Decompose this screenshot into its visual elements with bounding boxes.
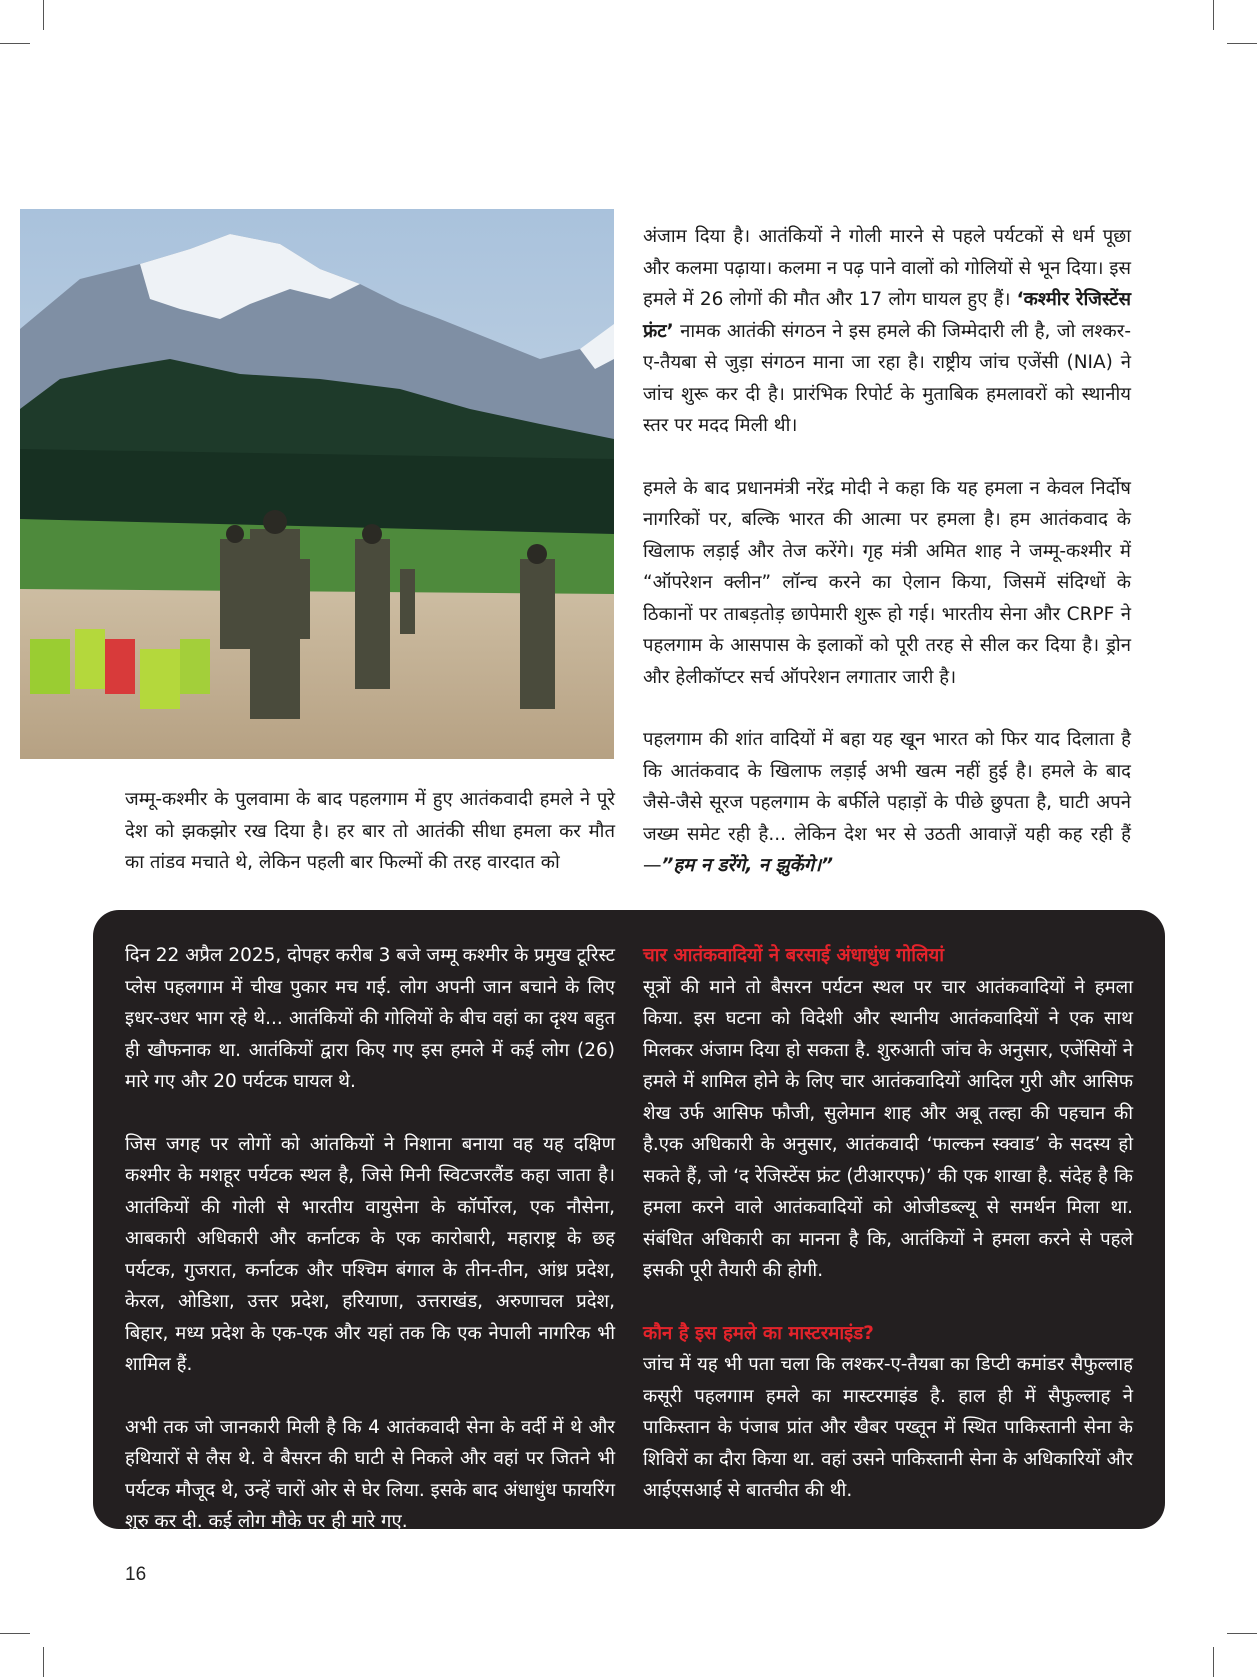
crop-mark xyxy=(43,0,44,30)
paragraph-text: नामक आतंकी संगठन ने इस हमले की जिम्मेदारी ली है, जो लश्कर-ए-तैयबा से जुड़ा संगठन माना जा रहा है। राष्ट्रीय जांच एजेंसी (NIA) ने जांच शुरू कर दी है। प्रारंभिक रिपोर्ट के मुताबिक हमलावरों को स्थानीय स्तर पर मदद मिली थी। xyxy=(643,320,1131,436)
section-heading: कौन है इस हमले का मास्टरमाइंड? xyxy=(643,1322,874,1344)
organization-name: ‘कश्मीर रेजिस्टेंस फ्रंट’ xyxy=(643,289,1131,342)
crop-mark xyxy=(0,1633,30,1634)
box-column-left xyxy=(125,940,615,1538)
sidebar-box xyxy=(93,910,1165,1532)
box-column-right xyxy=(643,940,1133,1507)
article-column-left xyxy=(125,784,615,879)
paragraph: जम्मू-कश्मीर के पुलवामा के बाद पहलगाम में हुए आतंकवादी हमले ने पूरे देश को झकझोर रख दिया है। हर बार तो आतंकी सीधा हमला कर मौत का तांडव मचाते थे, लेकिन पहली बार फिल्मों की तरह वारदात को xyxy=(125,789,615,873)
paragraph-text: अंजाम दिया है। आतंकियों ने गोली मारने से पहले पर्यटकों से धर्म पूछा और कलमा पढ़ाया। कलमा न पढ़ पाने वालों को गोलियों से भून दिया। इस हमले में 26 लोगों की मौत और 17 लोग घायल हुए हैं। xyxy=(643,226,1131,310)
pull-quote: ”हम न डरेंगे, न झुकेंगे।” xyxy=(661,855,834,876)
paragraph: जिस जगह पर लोगों को आंतकियों ने निशाना बनाया वह यह दक्षिण कश्मीर के मशहूर पर्यटक स्थल है, जिसे मिनी स्विटजरलैंड कहा जाता है। आतंकियों की गोली से भारतीय वायुसेना के कॉर्पोरल, एक नौसेना, आबकारी अधिकारी और कर्नाटक के एक कारोबारी, महाराष्ट्र के छह पर्यटक, गुजरात, कर्नाटक और पश्चिम बंगाल के तीन-तीन, आंध्र प्रदेश, केरल, ओडिशा, उत्तर प्रदेश, हरियाणा, उत्तराखंड, अरुणाचल प्रदेश, बिहार, मध्य प्रदेश के एक-एक और यहां तक कि एक नेपाली नागरिक भी शामिल हैं. xyxy=(125,1133,615,1375)
crop-mark xyxy=(1227,43,1257,44)
article-column-right xyxy=(643,221,1131,882)
paragraph: अभी तक जो जानकारी मिली है कि 4 आतंकवादी सेना के वर्दी में थे और हथियारों से लैस थे. वे बैसरन की घाटी से निकले और वहां पर जितने भी पर्यटक मौजूद थे, उन्हें चारों ओर से घेर लिया. इसके बाद अंधाधुंध फायरिंग शुरु कर दी. कई लोग मौके पर ही मारे गए. xyxy=(125,1416,615,1532)
section xyxy=(643,1318,1133,1507)
paragraph: हमले के बाद प्रधानमंत्री नरेंद्र मोदी ने कहा कि यह हमला न केवल निर्दोष नागरिकों पर, बल्कि भारत की आत्मा पर हमला है। हम आतंकवाद के खिलाफ लड़ाई और तेज करेंगे। गृह मंत्री अमित शाह ने जम्मू-कश्मीर में “ऑपरेशन क्लीन” लॉन्च करने का ऐलान किया, जिसमें संदिग्धों के ठिकानों पर ताबड़तोड़ छापेमारी शुरू हो गई। भारतीय सेना और CRPF ने पहलगाम के आसपास के इलाकों को पूरी तरह से सील कर दिया है। ड्रोन और हेलीकॉप्टर सर्च ऑपरेशन लगातार जारी है। xyxy=(643,477,1131,688)
crop-mark xyxy=(43,1647,44,1677)
paragraph xyxy=(643,724,1131,882)
page-number: 16 xyxy=(125,1564,147,1585)
paragraph-text: जांच में यह भी पता चला कि लश्कर-ए-तैयबा का डिप्टी कमांडर सैफुल्लाह कसूरी पहलगाम हमले का मास्टरमाइंड है. हाल ही में सैफुल्लाह ने पाकिस्तान के पंजाब प्रांत और खैबर पख्तून में स्थित पाकिस्तानी सेना के शिविरों का दौरा किया था. वहां उसने पाकिस्तानी सेना के अधिकारियों और आईएसआई से बातचीत की थी. xyxy=(643,1354,1133,1501)
crop-mark xyxy=(1213,0,1214,30)
paragraph: दिन 22 अप्रैल 2025, दोपहर करीब 3 बजे जम्मू कश्मीर के प्रमुख टूरिस्ट प्लेस पहलगाम में चीख पुकार मच गई. लोग अपनी जान बचाने के लिए इधर-उधर भाग रहे थे... आतंकियों की गोलियों के बीच वहां का दृश्य बहुत ही खौफनाक था. आतंकियों द्वारा किए गए इस हमले में कई लोग (26) मारे गए और 20 पर्यटक घायल थे. xyxy=(125,945,615,1092)
section-heading: चार आतंकवादियों ने बरसाई अंधाधुंध गोलियां xyxy=(643,945,945,966)
crop-mark xyxy=(0,43,30,44)
section xyxy=(643,940,1133,1287)
soldiers-patrol-photo xyxy=(20,209,614,759)
crop-mark xyxy=(1227,1633,1257,1634)
paragraph-text: पहलगाम की शांत वादियों में बहा यह खून भारत को फिर याद दिलाता है कि आतंकवाद के खिलाफ लड़ाई अभी खत्म नहीं हुई है। हमले के बाद जैसे-जैसे सूरज पहलगाम के बर्फीले पहाड़ों के पीछे छुपता है, घाटी अपने जख्म समेट रही है... लेकिन देश भर से उठती आवाज़ें यही कह रही हैं — xyxy=(643,729,1131,876)
crop-mark xyxy=(1213,1647,1214,1677)
paragraph-text: सूत्रों की माने तो बैसरन पर्यटन स्थल पर चार आतंकवादियों ने हमला किया. इस घटना को विदेशी और स्थानीय आतंकवादियों ने एक साथ मिलकर अंजाम दिया हो सकता है. शुरुआती जांच के अनुसार, एजेंसियों ने हमले में शामिल होने के लिए चार आतंकवादियों आदिल गुरी और आसिफ शेख उर्फ आसिफ फौजी, सुलेमान शाह और अबू तल्हा की पहचान की है.एक अधिकारी के अनुसार, आतंकवादी ‘फाल्कन स्क्वाड’ के सदस्य हो सकते हैं, जो ‘द रेजिस्टेंस फ्रंट (टीआरएफ)’ की एक शाखा है. संदेह है कि हमला करने वाले आतंकवादियों को ओजीडब्ल्यू से समर्थन मिला था. संबंधित अधिकारी का मानना है कि, आतंकियों ने हमला करने से पहले इसकी पूरी तैयारी की होगी. xyxy=(643,976,1133,1281)
paragraph xyxy=(643,221,1131,442)
